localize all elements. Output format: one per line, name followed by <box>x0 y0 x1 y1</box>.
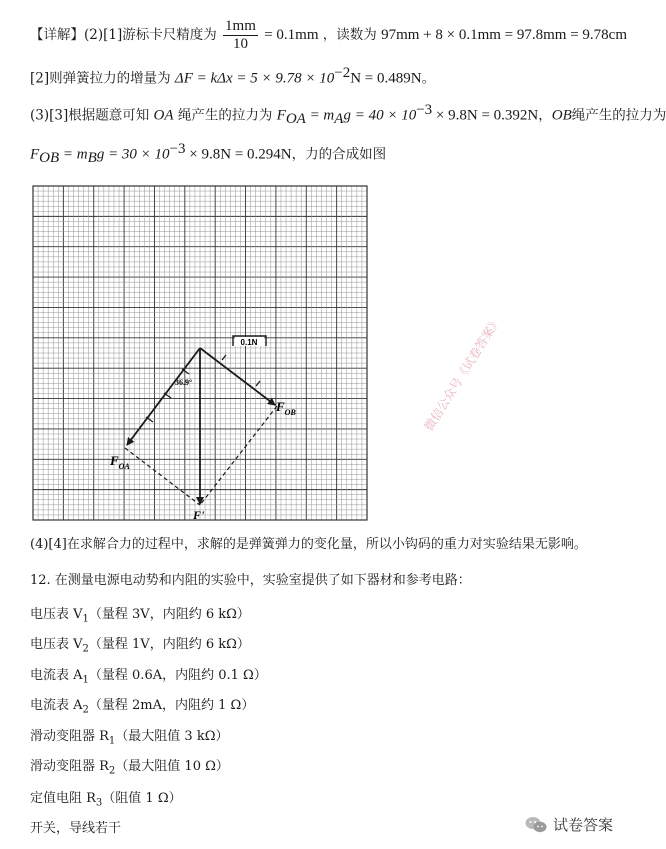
label-resultant: F' <box>193 508 205 522</box>
equipment-subscript: 2 <box>108 765 116 777</box>
wechat-icon <box>525 816 547 834</box>
para-spring-force <box>30 64 435 88</box>
equipment-name: 开关，导线若干 <box>30 821 122 836</box>
label-f-oa: $F_{OA}$ <box>110 453 130 471</box>
equipment-name: 电流表 A <box>30 668 83 683</box>
equation: ΔF = kΔx = 5 × 9.78 × 10 <box>174 70 335 87</box>
equipment-name: 电流表 A <box>30 698 83 713</box>
equipment-spec: （量程 1V，内阻约 6 kΩ） <box>88 637 250 652</box>
text-segment: (3)[3]根据题意可知 <box>30 107 150 124</box>
equation: × 9.8N = 0.392N <box>432 107 539 124</box>
equipment-spec: （量程 2mA，内阻约 1 Ω） <box>88 698 255 713</box>
equipment-subscript: 2 <box>82 704 89 716</box>
equipment-spec: （最大阻值 10 Ω） <box>115 759 229 774</box>
label-f-ob: $F_{OB}$ <box>276 399 296 417</box>
force-diagram <box>30 183 370 523</box>
equation: = 0.1mm <box>264 27 319 43</box>
equipment-item <box>30 697 254 720</box>
equipment-spec: （量程 0.6A，内阻约 0.1 Ω） <box>88 668 267 683</box>
scale-label: 0.1N <box>240 338 258 347</box>
subscript: OB <box>39 150 60 167</box>
equipment-name: 定值电阻 R <box>30 791 96 806</box>
vector-f-ob <box>200 348 275 405</box>
brand-name: 试卷答案 <box>553 816 614 834</box>
equipment-name: 电压表 V <box>30 607 83 622</box>
equipment-subscript: 2 <box>82 643 89 655</box>
symbol: F <box>276 107 286 124</box>
text-segment: 绳产生的拉力为 <box>177 107 273 124</box>
equation: = m <box>59 146 88 163</box>
equipment-item <box>30 636 250 659</box>
fraction-denominator: 10 <box>232 36 248 52</box>
text-segment: ，力的合成如图 <box>291 146 387 163</box>
subscript: OA <box>285 111 306 128</box>
equipment-subscript: 1 <box>82 674 89 686</box>
equipment-spec: （最大阻值 3 kΩ） <box>115 729 229 744</box>
text-segment: ，读数为 <box>322 27 377 43</box>
para-conclusion: (4)[4]在求解合力的过程中，求解的是弹簧弹力的变化量，所以小钩码的重力对实验结果无影响。 <box>30 537 587 552</box>
text-segment: 绳产生的拉力为 <box>571 107 666 124</box>
text-segment: ， <box>538 107 552 124</box>
equipment-item <box>30 758 229 781</box>
fraction <box>223 18 258 53</box>
dashed-side-ob <box>200 406 277 505</box>
question-12: 12. 在测量电源电动势和内阻的实验中，实验室提供了如下器材和参考电路： <box>30 573 471 588</box>
para-precision <box>30 18 627 53</box>
equation: 97mm + 8 × 0.1mm = 97.8mm = 9.78cm <box>381 27 627 43</box>
equipment-item <box>30 667 267 690</box>
equipment-spec: （量程 3V，内阻约 6 kΩ） <box>88 607 250 622</box>
force-diagram-svg <box>30 183 370 523</box>
equation: g = 40 × 10 <box>343 107 417 124</box>
exponent: −3 <box>416 102 433 118</box>
dashed-side-oa <box>125 448 200 505</box>
fraction-numerator: 1mm <box>225 18 256 34</box>
exponent: −2 <box>334 65 351 81</box>
text-segment: 。 <box>421 70 436 87</box>
equipment-name: 电压表 V <box>30 637 83 652</box>
vector-f-oa <box>127 348 200 445</box>
equipment-name: 滑动变阻器 R <box>30 729 109 744</box>
equation: g = 30 × 10 <box>96 146 170 163</box>
equation: N = 0.489N <box>350 70 422 87</box>
subscript: A <box>334 111 344 128</box>
brand-footer <box>525 814 613 835</box>
equipment-name: 滑动变阻器 R <box>30 759 109 774</box>
watermark-text: 微信公众号《试卷答案》 <box>421 314 504 434</box>
text-segment: 【详解】(2)[1]游标卡尺精度为 <box>30 27 217 43</box>
para-tension-oa <box>30 101 666 128</box>
equipment-item <box>30 728 229 751</box>
para-tension-ob <box>30 140 386 167</box>
equipment-spec: （阻值 1 Ω） <box>102 791 182 806</box>
equipment-subscript: 1 <box>108 735 116 747</box>
angle-label: 36.9° <box>175 378 193 387</box>
equipment-item <box>30 820 121 843</box>
equipment-subscript: 3 <box>95 797 103 809</box>
equipment-item <box>30 790 182 813</box>
subscript: B <box>87 150 97 167</box>
equipment-subscript: 1 <box>82 613 89 625</box>
symbol: F <box>30 146 40 163</box>
equation: = m <box>305 107 335 124</box>
text-segment: [2]则弹簧拉力的增量为 <box>30 70 171 87</box>
symbol: OA <box>153 107 174 124</box>
exponent: −3 <box>169 141 186 157</box>
symbol: OB <box>551 107 572 124</box>
equation: × 9.8N = 0.294N <box>185 146 292 163</box>
equipment-item <box>30 606 250 629</box>
